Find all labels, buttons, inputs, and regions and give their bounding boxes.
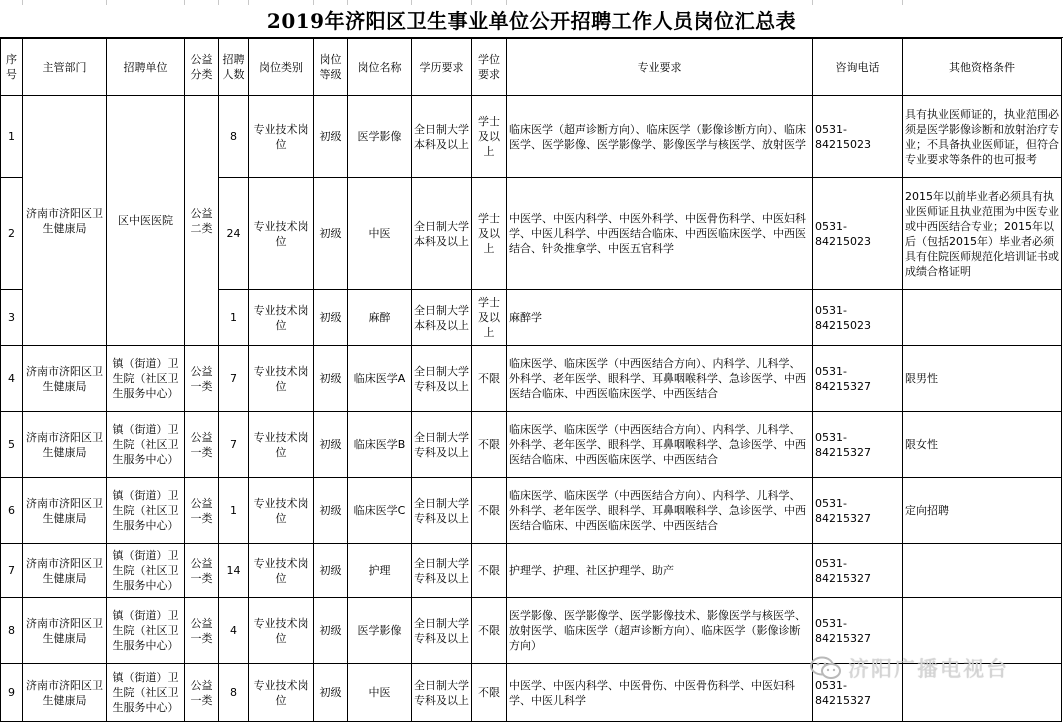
cell-unit: 镇（街道）卫生院（社区卫生服务中心） bbox=[107, 346, 185, 412]
cell-degree: 不限 bbox=[472, 598, 507, 664]
cell-degree: 不限 bbox=[472, 544, 507, 598]
cell-level: 初级 bbox=[314, 598, 348, 664]
cell-degree: 不限 bbox=[472, 412, 507, 478]
cell-count: 7 bbox=[219, 346, 249, 412]
table-row bbox=[1, 478, 1062, 544]
cell-level: 初级 bbox=[314, 412, 348, 478]
header-cell: 学历要求 bbox=[412, 39, 472, 96]
cell-other bbox=[903, 544, 1062, 598]
cell-major: 临床医学、临床医学（中西医结合方向）、内科学、儿科学、外科学、老年医学、眼科学、耳鼻咽喉科学、急诊医学、中西医结合临床、中西医临床医学、中西医结合 bbox=[507, 478, 813, 544]
cell-edu: 全日制大学本科及以上 bbox=[412, 178, 472, 290]
cell-major: 医学影像、医学影像学、医学影像技术、影像医学与核医学、放射医学、临床医学（超声诊断方向）、临床医学（影像诊断方向） bbox=[507, 598, 813, 664]
cell-level: 初级 bbox=[314, 96, 348, 178]
cell-phone: 0531-84215023 bbox=[813, 178, 903, 290]
header-cell: 主管部门 bbox=[23, 39, 107, 96]
cell-type: 专业技术岗位 bbox=[249, 178, 314, 290]
cell-major: 护理学、护理、社区护理学、助产 bbox=[507, 544, 813, 598]
table-row bbox=[1, 664, 1062, 722]
cell-type: 专业技术岗位 bbox=[249, 478, 314, 544]
cell-no: 5 bbox=[1, 412, 23, 478]
cell-major: 中医学、中医内科学、中医外科学、中医骨伤科学、中医妇科学、中医儿科学、中西医结合临床、中西医临床医学、中西医结合、针灸推拿学、中医五官科学 bbox=[507, 178, 813, 290]
table-row bbox=[1, 96, 1062, 178]
cell-no: 6 bbox=[1, 478, 23, 544]
cell-dept: 济南市济阳区卫生健康局 bbox=[23, 598, 107, 664]
cell-no: 1 bbox=[1, 96, 23, 178]
cell-count: 1 bbox=[219, 290, 249, 346]
header-cell: 咨询电话 bbox=[813, 39, 903, 96]
cell-post: 中医 bbox=[348, 178, 412, 290]
cell-other: 2015年以前毕业者必须具有执业医师证且执业范围为中医专业或中西医结合专业；2015年以后（包括2015年）毕业者必须具有住院医师规范化培训证书或成绩合格证明 bbox=[903, 178, 1062, 290]
cell-degree: 不限 bbox=[472, 664, 507, 722]
table-row bbox=[1, 412, 1062, 478]
cell-post: 医学影像 bbox=[348, 96, 412, 178]
header-cell: 岗位类别 bbox=[249, 39, 314, 96]
cell-type: 专业技术岗位 bbox=[249, 290, 314, 346]
cell-dept: 济南市济阳区卫生健康局 bbox=[23, 412, 107, 478]
cell-level: 初级 bbox=[314, 290, 348, 346]
cell-type: 专业技术岗位 bbox=[249, 96, 314, 178]
header-cell: 公益分类 bbox=[185, 39, 219, 96]
cell-post: 临床医学B bbox=[348, 412, 412, 478]
cell-unit: 镇（街道）卫生院（社区卫生服务中心） bbox=[107, 664, 185, 722]
cell-post: 临床医学C bbox=[348, 478, 412, 544]
cell-level: 初级 bbox=[314, 178, 348, 290]
cell-major: 临床医学、临床医学（中西医结合方向）、内科学、儿科学、外科学、老年医学、眼科学、耳鼻咽喉科学、急诊医学、中西医结合临床、中西医临床医学、中西医结合 bbox=[507, 346, 813, 412]
header-cell: 招聘人数 bbox=[219, 39, 249, 96]
cell-other: 限男性 bbox=[903, 346, 1062, 412]
cell-dept: 济南市济阳区卫生健康局 bbox=[23, 96, 107, 346]
cell-level: 初级 bbox=[314, 346, 348, 412]
cell-post: 医学影像 bbox=[348, 598, 412, 664]
cell-degree: 不限 bbox=[472, 346, 507, 412]
cell-degree: 学士及以上 bbox=[472, 290, 507, 346]
cell-edu: 全日制大学专科及以上 bbox=[412, 544, 472, 598]
header-cell: 学位要求 bbox=[472, 39, 507, 96]
cell-level: 初级 bbox=[314, 544, 348, 598]
cell-edu: 全日制大学本科及以上 bbox=[412, 96, 472, 178]
cell-post: 护理 bbox=[348, 544, 412, 598]
cell-type: 专业技术岗位 bbox=[249, 544, 314, 598]
cell-major: 临床医学（超声诊断方向）、临床医学（影像诊断方向）、临床医学、医学影像、医学影像学、影像医学与核医学、放射医学 bbox=[507, 96, 813, 178]
cell-category: 公益一类 bbox=[185, 598, 219, 664]
cell-other bbox=[903, 664, 1062, 722]
cell-edu: 全日制大学本科及以上 bbox=[412, 290, 472, 346]
header-cell: 岗位名称 bbox=[348, 39, 412, 96]
cell-edu: 全日制大学专科及以上 bbox=[412, 598, 472, 664]
cell-edu: 全日制大学专科及以上 bbox=[412, 346, 472, 412]
cell-phone: 0531-84215327 bbox=[813, 412, 903, 478]
cell-type: 专业技术岗位 bbox=[249, 346, 314, 412]
cell-unit: 镇（街道）卫生院（社区卫生服务中心） bbox=[107, 412, 185, 478]
cell-category: 公益二类 bbox=[185, 96, 219, 346]
cell-count: 24 bbox=[219, 178, 249, 290]
cell-phone: 0531-84215327 bbox=[813, 478, 903, 544]
cell-post: 临床医学A bbox=[348, 346, 412, 412]
table-row bbox=[1, 598, 1062, 664]
cell-no: 3 bbox=[1, 290, 23, 346]
cell-post: 中医 bbox=[348, 664, 412, 722]
cell-phone: 0531-84215327 bbox=[813, 346, 903, 412]
cell-unit: 镇（街道）卫生院（社区卫生服务中心） bbox=[107, 544, 185, 598]
cell-dept: 济南市济阳区卫生健康局 bbox=[23, 346, 107, 412]
cell-category: 公益一类 bbox=[185, 478, 219, 544]
cell-level: 初级 bbox=[314, 664, 348, 722]
cell-count: 1 bbox=[219, 478, 249, 544]
cell-type: 专业技术岗位 bbox=[249, 598, 314, 664]
cell-no: 9 bbox=[1, 664, 23, 722]
cell-major: 中医学、中医内科学、中医骨伤、中医骨伤科学、中医妇科学、中医儿科学 bbox=[507, 664, 813, 722]
cell-unit: 镇（街道）卫生院（社区卫生服务中心） bbox=[107, 478, 185, 544]
cell-other bbox=[903, 598, 1062, 664]
cell-dept: 济南市济阳区卫生健康局 bbox=[23, 544, 107, 598]
header-cell: 其他资格条件 bbox=[903, 39, 1062, 96]
cell-level: 初级 bbox=[314, 478, 348, 544]
cell-count: 8 bbox=[219, 96, 249, 178]
cell-degree: 学士及以上 bbox=[472, 96, 507, 178]
cell-count: 7 bbox=[219, 412, 249, 478]
table-row bbox=[1, 544, 1062, 598]
header-cell: 岗位等级 bbox=[314, 39, 348, 96]
cell-no: 4 bbox=[1, 346, 23, 412]
cell-phone: 0531-84215023 bbox=[813, 290, 903, 346]
cell-post: 麻醉 bbox=[348, 290, 412, 346]
cell-phone: 0531-84215023 bbox=[813, 96, 903, 178]
cell-category: 公益一类 bbox=[185, 544, 219, 598]
cell-no: 2 bbox=[1, 178, 23, 290]
cell-major: 临床医学、临床医学（中西医结合方向）、内科学、儿科学、外科学、老年医学、眼科学、耳鼻咽喉科学、急诊医学、中西医结合临床、中西医临床医学、中西医结合 bbox=[507, 412, 813, 478]
cell-no: 8 bbox=[1, 598, 23, 664]
cell-edu: 全日制大学专科及以上 bbox=[412, 478, 472, 544]
cell-unit: 区中医医院 bbox=[107, 96, 185, 346]
cell-phone: 0531-84215327 bbox=[813, 664, 903, 722]
header-cell: 招聘单位 bbox=[107, 39, 185, 96]
cell-count: 8 bbox=[219, 664, 249, 722]
cell-degree: 不限 bbox=[472, 478, 507, 544]
cell-count: 4 bbox=[219, 598, 249, 664]
cell-edu: 全日制大学专科及以上 bbox=[412, 664, 472, 722]
cell-major: 麻醉学 bbox=[507, 290, 813, 346]
header-cell: 序号 bbox=[1, 39, 23, 96]
header-cell: 专业要求 bbox=[507, 39, 813, 96]
cell-other: 定向招聘 bbox=[903, 478, 1062, 544]
cell-count: 14 bbox=[219, 544, 249, 598]
cell-dept: 济南市济阳区卫生健康局 bbox=[23, 478, 107, 544]
cell-phone: 0531-84215327 bbox=[813, 598, 903, 664]
cell-other: 具有执业医师证的，执业范围必须是医学影像诊断和放射治疗专业；不具备执业医师证，但符合专业要求等条件的也可报考 bbox=[903, 96, 1062, 178]
cell-category: 公益一类 bbox=[185, 346, 219, 412]
cell-degree: 学士及以上 bbox=[472, 178, 507, 290]
watermark-text: 济阳广播电视台 bbox=[848, 657, 1009, 681]
cell-dept: 济南市济阳区卫生健康局 bbox=[23, 664, 107, 722]
header-row bbox=[1, 39, 1062, 96]
cell-other: 限女性 bbox=[903, 412, 1062, 478]
cell-phone: 0531-84215327 bbox=[813, 544, 903, 598]
cell-type: 专业技术岗位 bbox=[249, 412, 314, 478]
recruitment-table bbox=[0, 38, 1062, 722]
cell-other bbox=[903, 290, 1062, 346]
cell-edu: 全日制大学专科及以上 bbox=[412, 412, 472, 478]
cell-category: 公益一类 bbox=[185, 412, 219, 478]
table-row bbox=[1, 346, 1062, 412]
cell-category: 公益一类 bbox=[185, 664, 219, 722]
document-title: 2019年济阳区卫生事业单位公开招聘工作人员岗位汇总表 bbox=[0, 5, 1063, 38]
cell-no: 7 bbox=[1, 544, 23, 598]
cell-unit: 镇（街道）卫生院（社区卫生服务中心） bbox=[107, 598, 185, 664]
cell-type: 专业技术岗位 bbox=[249, 664, 314, 722]
